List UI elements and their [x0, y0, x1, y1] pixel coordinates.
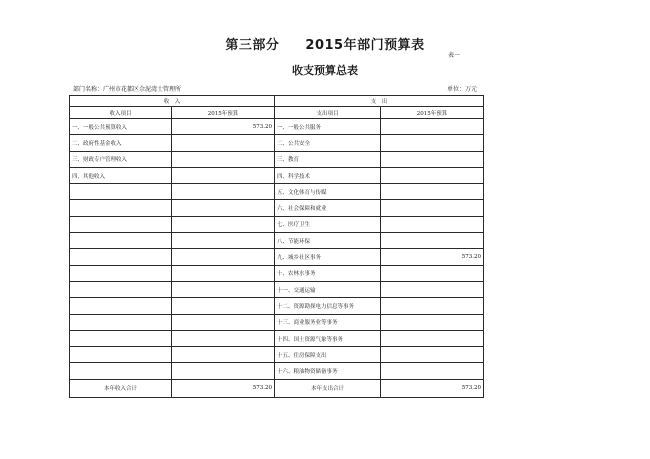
table-row [70, 151, 484, 167]
expense-total-label: 本年支出合计 [275, 379, 381, 397]
income-value-cell [172, 151, 275, 167]
expense-item-cell: 十、农林水事务 [275, 265, 381, 281]
expense-item-cell: 十一、交通运输 [275, 281, 381, 297]
expense-value-cell [381, 265, 484, 281]
income-item-cell: 二、政府性基金收入 [70, 135, 172, 151]
table-number: 表一 [447, 52, 460, 59]
table-row [70, 265, 484, 281]
income-total-label: 本年收入合计 [70, 379, 172, 397]
income-item-cell [70, 233, 172, 249]
column-header-row [70, 107, 484, 119]
income-value-cell [172, 249, 275, 265]
group-header-row [70, 96, 484, 107]
income-value-cell: 573.20 [172, 119, 275, 135]
department-name: 部门名称：广州市花都区佘泥湾士管理所 [73, 86, 182, 93]
expense-value-cell [381, 233, 484, 249]
expense-value-cell [381, 184, 484, 200]
expense-value-cell [381, 200, 484, 216]
income-value-cell [172, 216, 275, 232]
table-row [70, 200, 484, 216]
income-total-value: 573.20 [172, 379, 275, 397]
unit-label: 单位：万元 [447, 86, 478, 93]
expense-item-cell: 九、城乡社区事务 [275, 249, 381, 265]
expense-value-cell [381, 167, 484, 183]
expense-item-cell: 八、节能环保 [275, 233, 381, 249]
expense-item-cell: 七、医疗卫生 [275, 216, 381, 232]
income-value-cell [172, 135, 275, 151]
table-row [70, 363, 484, 379]
income-value-cell [172, 233, 275, 249]
expense-value-cell [381, 151, 484, 167]
income-item-cell: 一、一般公共预算收入 [70, 119, 172, 135]
table-row [70, 167, 484, 183]
expense-item-header: 支出项目 [275, 107, 381, 119]
income-item-cell: 四、其他收入 [70, 167, 172, 183]
expense-value-cell [381, 119, 484, 135]
table-row [70, 314, 484, 330]
income-item-header: 收入项目 [70, 107, 172, 119]
income-item-cell [70, 330, 172, 346]
expense-value-cell [381, 281, 484, 297]
income-item-cell [70, 249, 172, 265]
expense-item-cell: 十六、粮油物资储备事务 [275, 363, 381, 379]
table-row [70, 135, 484, 151]
income-group-header: 收 入 [70, 96, 275, 107]
budget-summary-table [69, 95, 484, 398]
table-subtitle: 收支预算总表 [292, 64, 358, 77]
income-value-cell [172, 184, 275, 200]
income-value-cell [172, 314, 275, 330]
income-value-cell [172, 281, 275, 297]
table-row [70, 281, 484, 297]
table-row [70, 184, 484, 200]
expense-item-cell: 三、教育 [275, 151, 381, 167]
table-row [70, 119, 484, 135]
expense-item-cell: 十五、住房保障支出 [275, 347, 381, 363]
expense-item-cell: 四、科学技术 [275, 167, 381, 183]
income-item-cell [70, 298, 172, 314]
income-item-cell: 三、财政专户管理收入 [70, 151, 172, 167]
table-row [70, 330, 484, 346]
expense-group-header: 支 出 [275, 96, 484, 107]
expense-item-cell: 十二、资源勘探电力信息等事务 [275, 298, 381, 314]
expense-value-cell [381, 216, 484, 232]
income-item-cell [70, 184, 172, 200]
expense-value-cell [381, 298, 484, 314]
income-item-cell [70, 265, 172, 281]
income-item-cell [70, 347, 172, 363]
expense-budget-header: 2015年预算 [381, 107, 484, 119]
income-value-cell [172, 167, 275, 183]
income-value-cell [172, 200, 275, 216]
expense-value-cell [381, 135, 484, 151]
expense-value-cell [381, 363, 484, 379]
table-row [70, 298, 484, 314]
income-value-cell [172, 363, 275, 379]
income-item-cell [70, 216, 172, 232]
table-row [70, 216, 484, 232]
income-value-cell [172, 347, 275, 363]
income-value-cell [172, 298, 275, 314]
expense-item-cell: 一、一般公共服务 [275, 119, 381, 135]
expense-item-cell: 五、文化体育与传媒 [275, 184, 381, 200]
expense-item-cell: 二、公共安全 [275, 135, 381, 151]
income-budget-header: 2015年预算 [172, 107, 275, 119]
income-item-cell [70, 200, 172, 216]
table-title: 2015年部门预算表 [305, 38, 425, 53]
table-row [70, 233, 484, 249]
expense-value-cell: 573.20 [381, 249, 484, 265]
table-row [70, 249, 484, 265]
table-row [70, 347, 484, 363]
total-row [70, 379, 484, 397]
expense-item-cell: 十四、国土资源气象等事务 [275, 330, 381, 346]
expense-item-cell: 十三、商业服务业等事务 [275, 314, 381, 330]
income-item-cell [70, 363, 172, 379]
expense-value-cell [381, 347, 484, 363]
expense-value-cell [381, 314, 484, 330]
expense-item-cell: 六、社会保障和就业 [275, 200, 381, 216]
expense-total-value: 573.20 [381, 379, 484, 397]
expense-value-cell [381, 330, 484, 346]
income-value-cell [172, 330, 275, 346]
part-label: 第三部分 [225, 38, 280, 53]
income-item-cell [70, 281, 172, 297]
income-item-cell [70, 314, 172, 330]
page-title [0, 34, 650, 53]
income-value-cell [172, 265, 275, 281]
